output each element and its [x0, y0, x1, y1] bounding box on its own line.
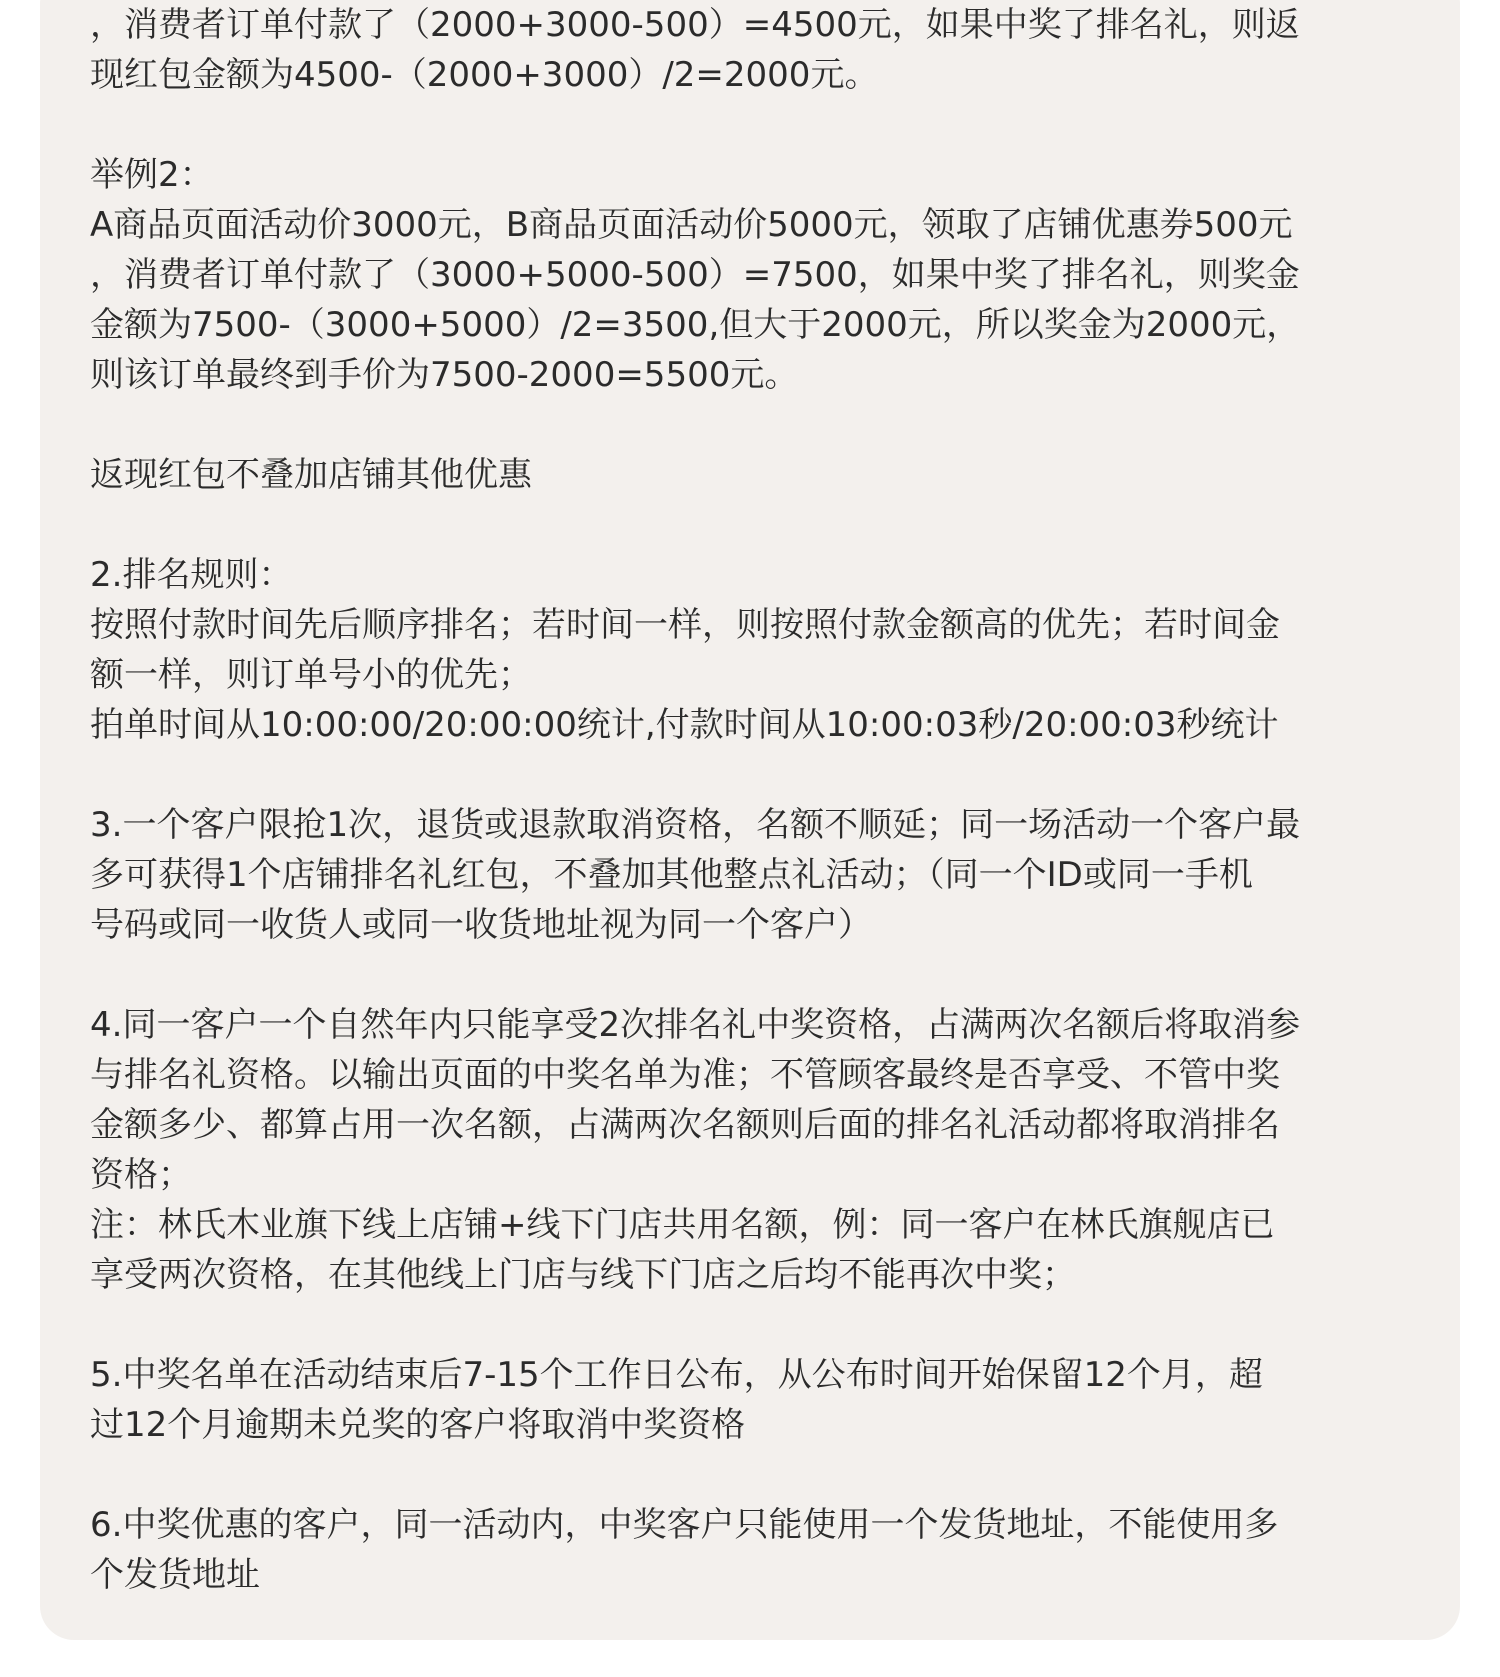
- example2-block: [90, 150, 1450, 400]
- text-line: 3.一个客户限抢1次，退货或退款取消资格，名额不顺延；同一场活动一个客户最: [90, 805, 1301, 845]
- text-line: 返现红包不叠加店铺其他优惠: [90, 455, 532, 495]
- no-stack-block: [90, 450, 1450, 500]
- paragraph-gap: [90, 400, 1450, 450]
- rule6-block: [90, 1500, 1450, 1600]
- text-line: 个发货地址: [90, 1555, 260, 1595]
- paragraph-gap: [90, 100, 1450, 150]
- rule2-heading: 2.排名规则：: [90, 555, 293, 595]
- paragraph-gap: [90, 1300, 1450, 1350]
- note-line: 享受两次资格，在其他线上门店与线下门店之后均不能再次中奖；: [90, 1255, 1076, 1295]
- rule5-block: [90, 1350, 1450, 1450]
- rule2-block: [90, 550, 1450, 750]
- text-line: 按照付款时间先后顺序排名；若时间一样，则按照付款金额高的优先；若时间金: [90, 605, 1280, 645]
- example1-tail-block: [90, 0, 1450, 100]
- note-line: 注：林氏木业旗下线上店铺+线下门店共用名额，例：同一客户在林氏旗舰店已: [90, 1205, 1275, 1245]
- text-line: 额一样，则订单号小的优先；: [90, 655, 532, 695]
- text-line: 4.同一客户一个自然年内只能享受2次排名礼中奖资格，占满两次名额后将取消参: [90, 1005, 1301, 1045]
- rule3-block: [90, 800, 1450, 950]
- rules-content: [90, 0, 1450, 1600]
- text-line: 金额为7500-（3000+5000）/2=3500,但大于2000元，所以奖金为2000元，: [90, 305, 1301, 345]
- text-line: 多可获得1个店铺排名礼红包，不叠加其他整点礼活动；（同一个ID或同一手机: [90, 855, 1253, 895]
- text-line: 过12个月逾期未兑奖的客户将取消中奖资格: [90, 1405, 746, 1445]
- text-line: A商品页面活动价3000元，B商品页面活动价5000元，领取了店铺优惠券500元: [90, 205, 1293, 245]
- paragraph-gap: [90, 500, 1450, 550]
- rule4-block: [90, 1000, 1450, 1300]
- text-line: ，消费者订单付款了（2000+3000-500）=4500元，如果中奖了排名礼，则返: [90, 5, 1300, 45]
- text-line: 资格；: [90, 1155, 192, 1195]
- text-line: 6.中奖优惠的客户，同一活动内，中奖客户只能使用一个发货地址，不能使用多: [90, 1505, 1279, 1545]
- text-line: ，消费者订单付款了（3000+5000-500）=7500，如果中奖了排名礼，则奖金: [90, 255, 1300, 295]
- rules-card: [40, 0, 1460, 1640]
- paragraph-gap: [90, 950, 1450, 1000]
- text-line: 号码或同一收货人或同一收货地址视为同一个客户）: [90, 905, 872, 945]
- paragraph-gap: [90, 750, 1450, 800]
- example2-heading: 举例2：: [90, 155, 214, 195]
- paragraph-gap: [90, 1450, 1450, 1500]
- text-line: 现红包金额为4500-（2000+3000）/2=2000元。: [90, 55, 879, 95]
- text-line: 5.中奖名单在活动结束后7-15个工作日公布，从公布时间开始保留12个月，超: [90, 1355, 1263, 1395]
- text-line: 金额多少、都算占用一次名额，占满两次名额则后面的排名礼活动都将取消排名: [90, 1105, 1280, 1145]
- text-line: 与排名礼资格。以输出页面的中奖名单为准；不管顾客最终是否享受、不管中奖: [90, 1055, 1280, 1095]
- text-line: 则该订单最终到手价为7500-2000=5500元。: [90, 355, 799, 395]
- text-line: 拍单时间从10:00:00/20:00:00统计,付款时间从10:00:03秒/20:00:03秒统计: [90, 705, 1279, 745]
